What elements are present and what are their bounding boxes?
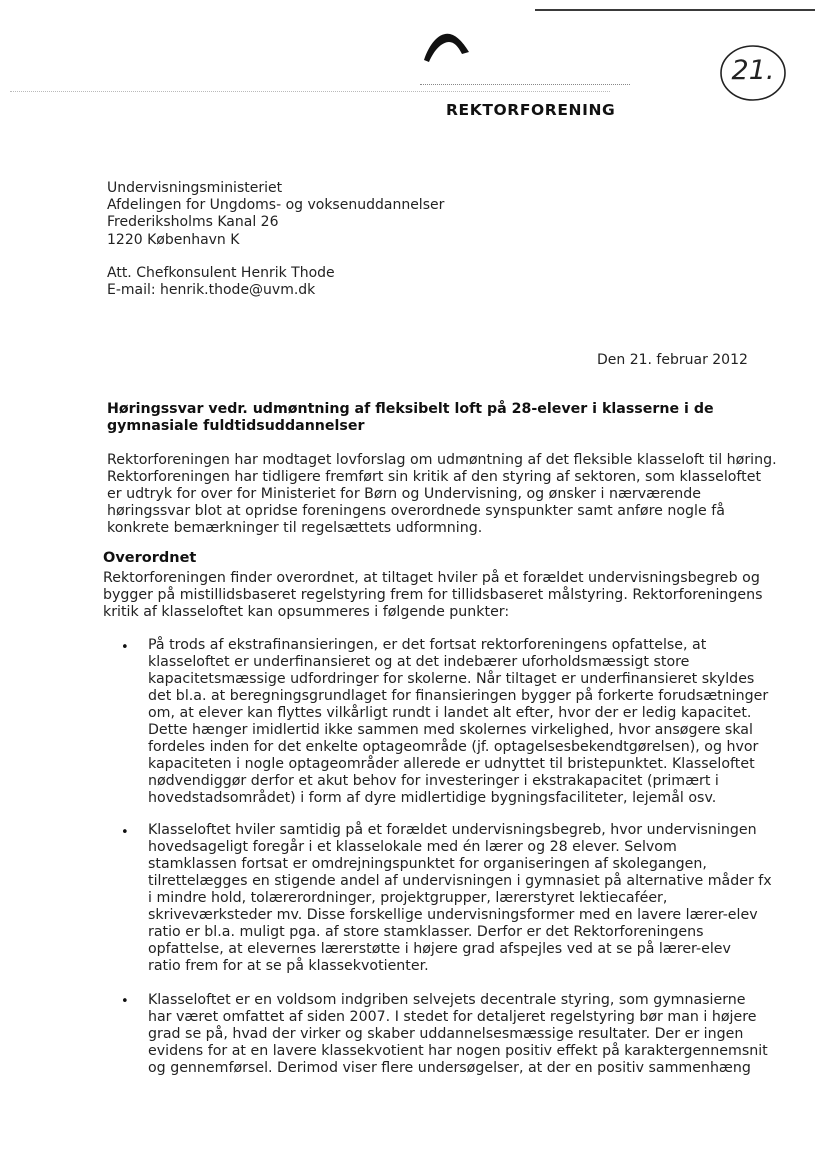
letterhead-dotted-rule — [10, 91, 610, 94]
bullet-item-2 — [148, 822, 788, 975]
bullet-line: Dette hænger imidlertid ikke sammen med skolernes virkelighed, hvor ansøgere skal — [148, 722, 753, 738]
intro-paragraph — [107, 452, 777, 537]
address-line: 1220 København K — [107, 231, 240, 248]
bullet-item-3 — [148, 992, 788, 1077]
bullet-line: opfattelse, at elevernes lærerstøtte i højere grad afspejles ved at se på lærer-elev — [148, 941, 731, 957]
letterhead-dotted-rule-right — [420, 84, 630, 86]
letter-date: Den 21. februar 2012 — [597, 352, 748, 368]
bullet-line: grad se på, hvad der virker og skaber uddannelsesmæssige resultater. Der er ingen — [148, 1026, 744, 1042]
bullet-line: ratio er bl.a. muligt pga. af store stamklasser. Derfor er det Rektorforeningens — [148, 924, 704, 940]
recipient-address — [107, 180, 444, 249]
paragraph-line: Rektorforeningen har modtaget lovforslag om udmøntning af det fleksible klasseloft til høring. — [107, 452, 777, 468]
bullet-line: ratio frem for at se på klassekvotienter. — [148, 958, 429, 974]
bullet-line: klasseloftet er underfinansieret og at det indebærer uforholdsmæssigt store — [148, 654, 690, 670]
bullet-line: det bl.a. at beregningsgrundlaget for finansieringen bygger på forkerte forudsætninger — [148, 688, 769, 704]
subject-line: gymnasiale fuldtidsuddannelser — [107, 418, 365, 434]
bullet-line: kapaciteten i nogle optageområder allerede er udnyttet til bristepunktet. Klasseloftet — [148, 756, 755, 772]
rektorforening-logo — [420, 28, 474, 68]
bullet-item-1 — [148, 637, 788, 807]
paragraph-line: bygger på mistillidsbaseret regelstyring frem for tillidsbaseret målstyring. Rektorforeningens — [103, 587, 763, 603]
bullet-marker: • — [121, 994, 129, 1009]
email-line: E-mail: henrik.thode@uvm.dk — [107, 282, 316, 299]
bullet-line: På trods af ekstrafinansieringen, er det fortsat rektorforeningens opfattelse, at — [148, 637, 707, 653]
bullet-line: i mindre hold, tolærerordninger, projektgrupper, lærerstyret lektiecaféer, — [148, 890, 668, 906]
section-heading-overordnet: Overordnet — [103, 550, 197, 566]
bullet-line: hovedsageligt foregår i et klasselokale med én lærer og 28 elever. Selvom — [148, 839, 677, 855]
bullet-line: skriveværksteder mv. Disse forskellige undervisningsformer med en lavere lærer-elev — [148, 907, 758, 923]
bullet-line: har været omfattet af siden 2007. I stedet for detaljeret regelstyring bør man i højere — [148, 1009, 757, 1025]
attention-line: Att. Chefkonsulent Henrik Thode — [107, 265, 335, 281]
bullet-marker: • — [121, 825, 129, 840]
stamp-number: 21. — [731, 55, 775, 86]
bullet-line: og gennemførsel. Derimod viser flere undersøgelser, at der en positiv sammenhæng — [148, 1060, 751, 1076]
bullet-line: kapacitetsmæssige udfordringer for skolerne. Når tiltaget er underfinansieret skyldes — [148, 671, 755, 687]
scan-top-line — [535, 9, 815, 11]
address-line: Undervisningsministeriet — [107, 180, 283, 196]
paragraph-line: Rektorforeningen har tidligere fremført sin kritik af den styring af sektoren, som klasseloftet — [107, 469, 762, 485]
letter-subject — [107, 401, 747, 435]
bullet-line: nødvendiggør derfor et akut behov for investeringer i ekstrakapacitet (primært i — [148, 773, 719, 789]
paragraph-line: konkrete bemærkninger til regelsættets udformning. — [107, 520, 483, 536]
bullet-line: fordeles inden for det enkelte optageområde (jf. optagelsesbekendtgørelsen), og hvor — [148, 739, 759, 755]
bullet-line: Klasseloftet er en voldsom indgriben selvejets decentrale styring, som gymnasierne — [148, 992, 746, 1008]
organization-name: REKTORFORENING — [446, 101, 616, 119]
paragraph-line: kritik af klasseloftet kan opsummeres i følgende punkter: — [103, 604, 510, 620]
address-line: Frederiksholms Kanal 26 — [107, 214, 279, 231]
bullet-line: hovedstadsområdet) i form af dyre midlertidige bygningsfaciliteter, lejemål osv. — [148, 790, 717, 806]
bullet-line: om, at elever kan flyttes vilkårligt rundt i landet alt efter, hvor der er ledig kapacitet. — [148, 705, 752, 721]
bullet-line: tilrettelægges en stigende andel af undervisningen i gymnasiet på alternative måder fx — [148, 873, 772, 889]
bullet-line: Klasseloftet hviler samtidig på et forældet undervisningsbegreb, hvor undervisningen — [148, 822, 757, 838]
attention-block — [107, 265, 335, 299]
journal-number-stamp — [718, 43, 788, 103]
overordnet-paragraph — [103, 570, 783, 621]
bullet-line: stamklassen fortsat er omdrejningspunktet for organiseringen af skolegangen, — [148, 856, 707, 872]
paragraph-line: høringssvar blot at opridse foreningens overordnede synspunkter samt anføre nogle få — [107, 503, 725, 519]
bullet-marker: • — [121, 640, 129, 655]
paragraph-line: er udtryk for over for Ministeriet for Børn og Undervisning, og ønsker i nærværende — [107, 486, 702, 502]
paragraph-line: Rektorforeningen finder overordnet, at tiltaget hviler på et forældet undervisningsbegreb og — [103, 570, 760, 586]
subject-line: Høringssvar vedr. udmøntning af fleksibelt loft på 28-elever i klasserne i de — [107, 401, 714, 417]
bullet-line: evidens for at en lavere klassekvotient har nogen positiv effekt på karaktergennemsnit — [148, 1043, 768, 1059]
address-line: Afdelingen for Ungdoms- og voksenuddannelser — [107, 197, 445, 214]
